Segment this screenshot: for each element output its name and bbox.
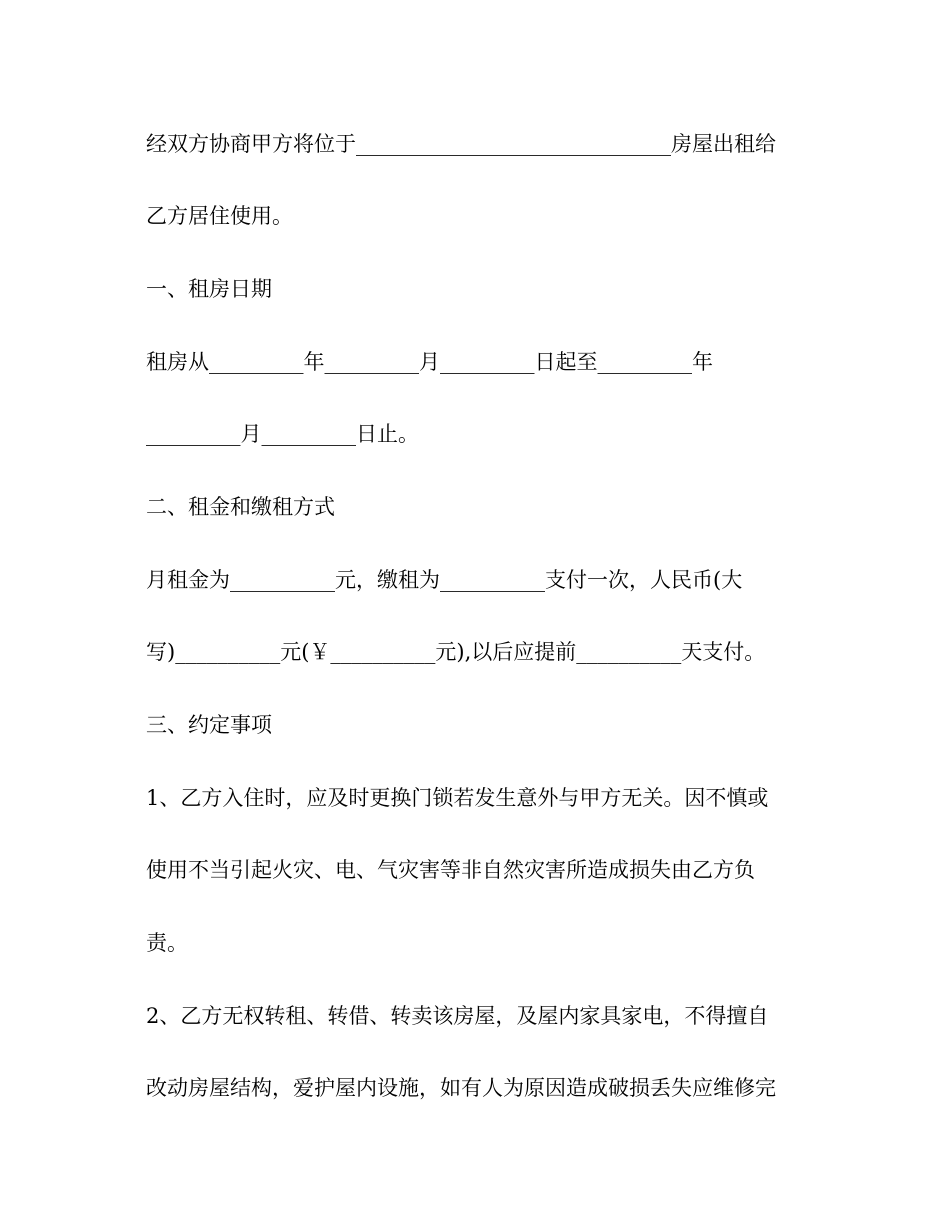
section-heading-rent-payment: 二、租金和缴租方式 xyxy=(146,495,335,519)
clause-2-line-1: 2、乙方无权转租、转借、转卖该房屋，及屋内家具家电，不得擅自 xyxy=(146,1004,769,1028)
clause-1-line-3: 责。 xyxy=(146,931,188,955)
paragraph-intro-line-2: 乙方居住使用。 xyxy=(146,204,293,228)
section-heading-agreed-matters: 三、约定事项 xyxy=(146,713,272,737)
paragraph-intro-line-1: 经双方协商甲方将位于______________________________房屋出租给 xyxy=(146,132,776,156)
section-heading-rental-dates: 一、租房日期 xyxy=(146,277,272,301)
clause-2-line-2: 改动房屋结构，爱护屋内设施，如有人为原因造成破损丢失应维修完 xyxy=(146,1076,776,1100)
rent-payment-line-1: 月租金为__________元，缴租为__________支付一次，人民币(大 xyxy=(146,568,743,592)
rental-dates-line-2: _________月_________日止。 xyxy=(146,422,419,446)
clause-1-line-2: 使用不当引起火灾、电、气灾害等非自然灾害所造成损失由乙方负 xyxy=(146,858,755,882)
rental-dates-line-1: 租房从_________年_________月_________日起至_________年 xyxy=(146,350,713,374)
clause-1-line-1: 1、乙方入住时，应及时更换门锁若发生意外与甲方无关。因不慎或 xyxy=(146,786,769,810)
rent-payment-line-2: 写)__________元(￥__________元),以后应提前__________天支付。 xyxy=(146,640,766,664)
